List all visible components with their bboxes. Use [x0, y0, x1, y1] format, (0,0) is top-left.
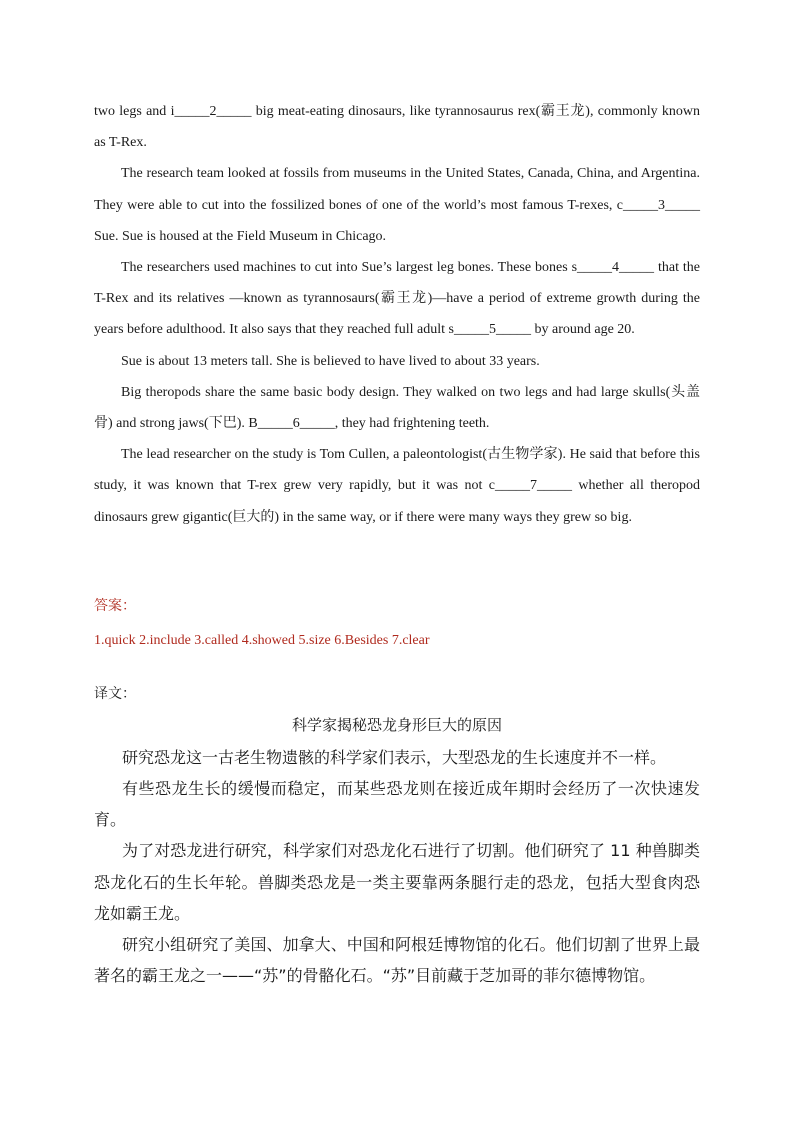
- passage-paragraph-5: Big theropods share the same basic body design. They walked on two legs and had large skulls(头盖骨) and strong jaws(下巴). B_____6_____, they had frightening teeth.: [94, 384, 700, 432]
- passage-paragraph-3: The researchers used machines to cut into Sue’s largest leg bones. These bones s_____4_____ that the T-Rex and its relatives —known as tyrannosaurs(霸王龙)—have a period of extreme growth during the years before adulthood. It also says that they reached full adult s_____5_____ by around age 20.: [94, 260, 700, 338]
- passage-paragraph-6: The lead researcher on the study is Tom Cullen, a paleontologist(古生物学家). He said that before this study, it was known that T-rex grew very rapidly, but it was not c_____7_____ whether all theropod dinosaurs grew gigantic(巨大的) in the same way, or if there were many ways they grew so big.: [94, 447, 700, 525]
- english-passage: [94, 96, 700, 533]
- translation-title: 科学家揭秘恐龙身形巨大的原因: [291, 715, 502, 734]
- translation-section: [94, 684, 700, 992]
- translation-label: 译文：: [94, 685, 136, 702]
- document-page: [94, 96, 700, 991]
- passage-paragraph-4: Sue is about 13 meters tall. She is believed to have lived to about 33 years.: [121, 353, 540, 369]
- translation-paragraph-4: 研究小组研究了美国、加拿大、中国和阿根廷博物馆的化石。他们切割了世界上最著名的霸王龙之一——“苏”的骨骼化石。“苏”目前藏于芝加哥的菲尔德博物馆。: [94, 935, 700, 986]
- translation-paragraphs: [94, 742, 700, 992]
- translation-paragraph-1: 研究恐龙这一古老生物遗骸的科学家们表示，大型恐龙的生长速度并不一样。: [122, 747, 667, 767]
- translation-paragraph-2: 有些恐龙生长的缓慢而稳定，而某些恐龙则在接近成年期时会经历了一次快速发育。: [94, 779, 700, 830]
- answer-section: [94, 596, 700, 651]
- answer-label: 答案：: [94, 597, 136, 614]
- translation-paragraph-3: 为了对恐龙进行研究，科学家们对恐龙化石进行了切割。他们研究了 11 种兽脚类恐龙化石的生长年轮。兽脚类恐龙是一类主要靠两条腿行走的恐龙，包括大型食肉恐龙如霸王龙。: [94, 841, 700, 923]
- passage-paragraph-2: The research team looked at fossils from museums in the United States, Canada, China, and Argentina. They were able to cut into the fossilized bones of one of the world’s most famous T-rexes, c_____3_____ Sue. Sue is housed at the Field Museum in Chicago.: [94, 166, 700, 244]
- answer-list: 1.quick 2.include 3.called 4.showed 5.size 6.Besides 7.clear: [94, 632, 430, 648]
- passage-paragraph-1: two legs and i_____2_____ big meat-eating dinosaurs, like tyrannosaurus rex(霸王龙), commonly known as T-Rex.: [94, 104, 700, 151]
